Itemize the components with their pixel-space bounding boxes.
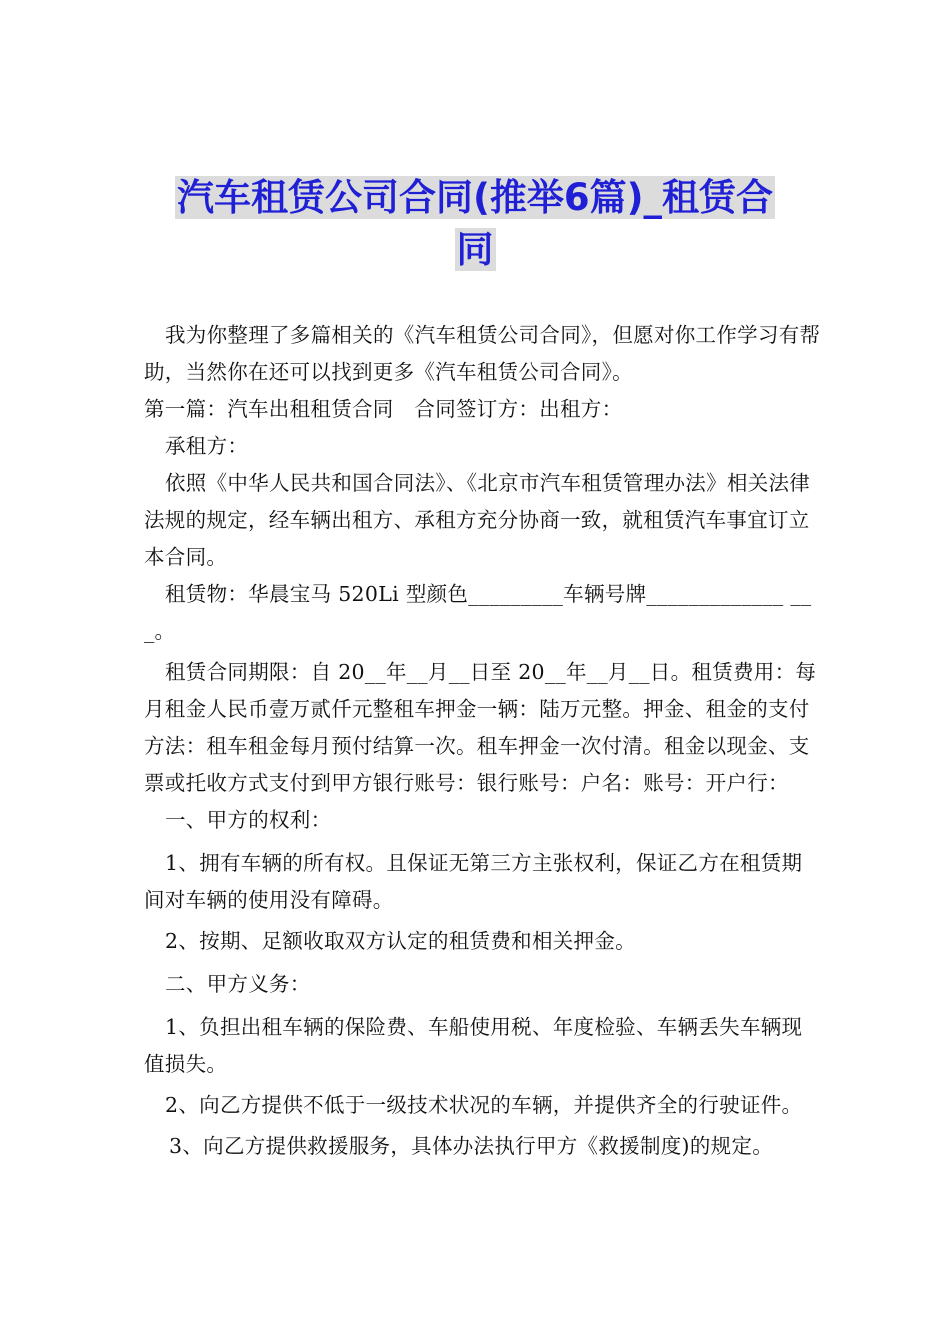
document-body	[144, 317, 822, 1165]
party-a-duties-item-2: 2、向乙方提供不低于一级技术状况的车辆，并提供齐全的行驶证件。	[165, 1093, 803, 1117]
intro-paragraph: 我为你整理了多篇相关的《汽车租赁公司合同》，但愿对你工作学习有帮助，当然你在还可以找到更多《汽车租赁公司合同》。	[144, 323, 821, 384]
party-a-rights-item-1: 1、拥有车辆的所有权。且保证无第三方主张权利，保证乙方在租赁期间对车辆的使用没有障碍。	[144, 851, 803, 912]
party-a-duties-item-1: 1、负担出租车辆的保险费、车船使用税、年度检验、车辆丢失车辆现值损失。	[144, 1015, 803, 1076]
lease-object-paragraph: 租赁物：华晨宝马 520Li 型颜色_________车辆号牌_____________ ___。	[144, 582, 812, 643]
party-a-rights-item-2: 2、按期、足额收取双方认定的租赁费和相关押金。	[165, 929, 636, 953]
lease-term-paragraph: 租赁合同期限：自 20__年__月__日至 20__年__月__日。租赁费用：每月租金人民币壹万贰仟元整租车押金一辆：陆万元整。押金、租金的支付方法：租车租金每月预付结算一次。租车押金一次付清。租金以现金、支票或托收方式支付到甲方银行账号：银行账号：户名：账号：开户行：	[144, 660, 817, 795]
document-title	[150, 172, 800, 276]
title-line-2: 同	[456, 228, 494, 271]
section-heading-first: 第一篇：汽车出租租赁合同 合同签订方：出租方：	[144, 397, 623, 421]
party-a-duties-heading: 二、甲方义务：	[165, 972, 311, 996]
lessee-line: 承租方：	[165, 434, 249, 458]
party-a-rights-heading: 一、甲方的权利：	[165, 808, 332, 832]
title-line-1: 汽车租赁公司合同(推举6篇)_租赁合	[176, 176, 774, 219]
legal-basis-paragraph: 依照《中华人民共和国合同法》、《北京市汽车租赁管理办法》相关法律法规的规定，经车辆出租方、承租方充分协商一致，就租赁汽车事宜订立本合同。	[144, 471, 811, 569]
party-a-duties-item-3: 3、向乙方提供救援服务，具体办法执行甲方《救援制度)的规定。	[169, 1134, 774, 1158]
